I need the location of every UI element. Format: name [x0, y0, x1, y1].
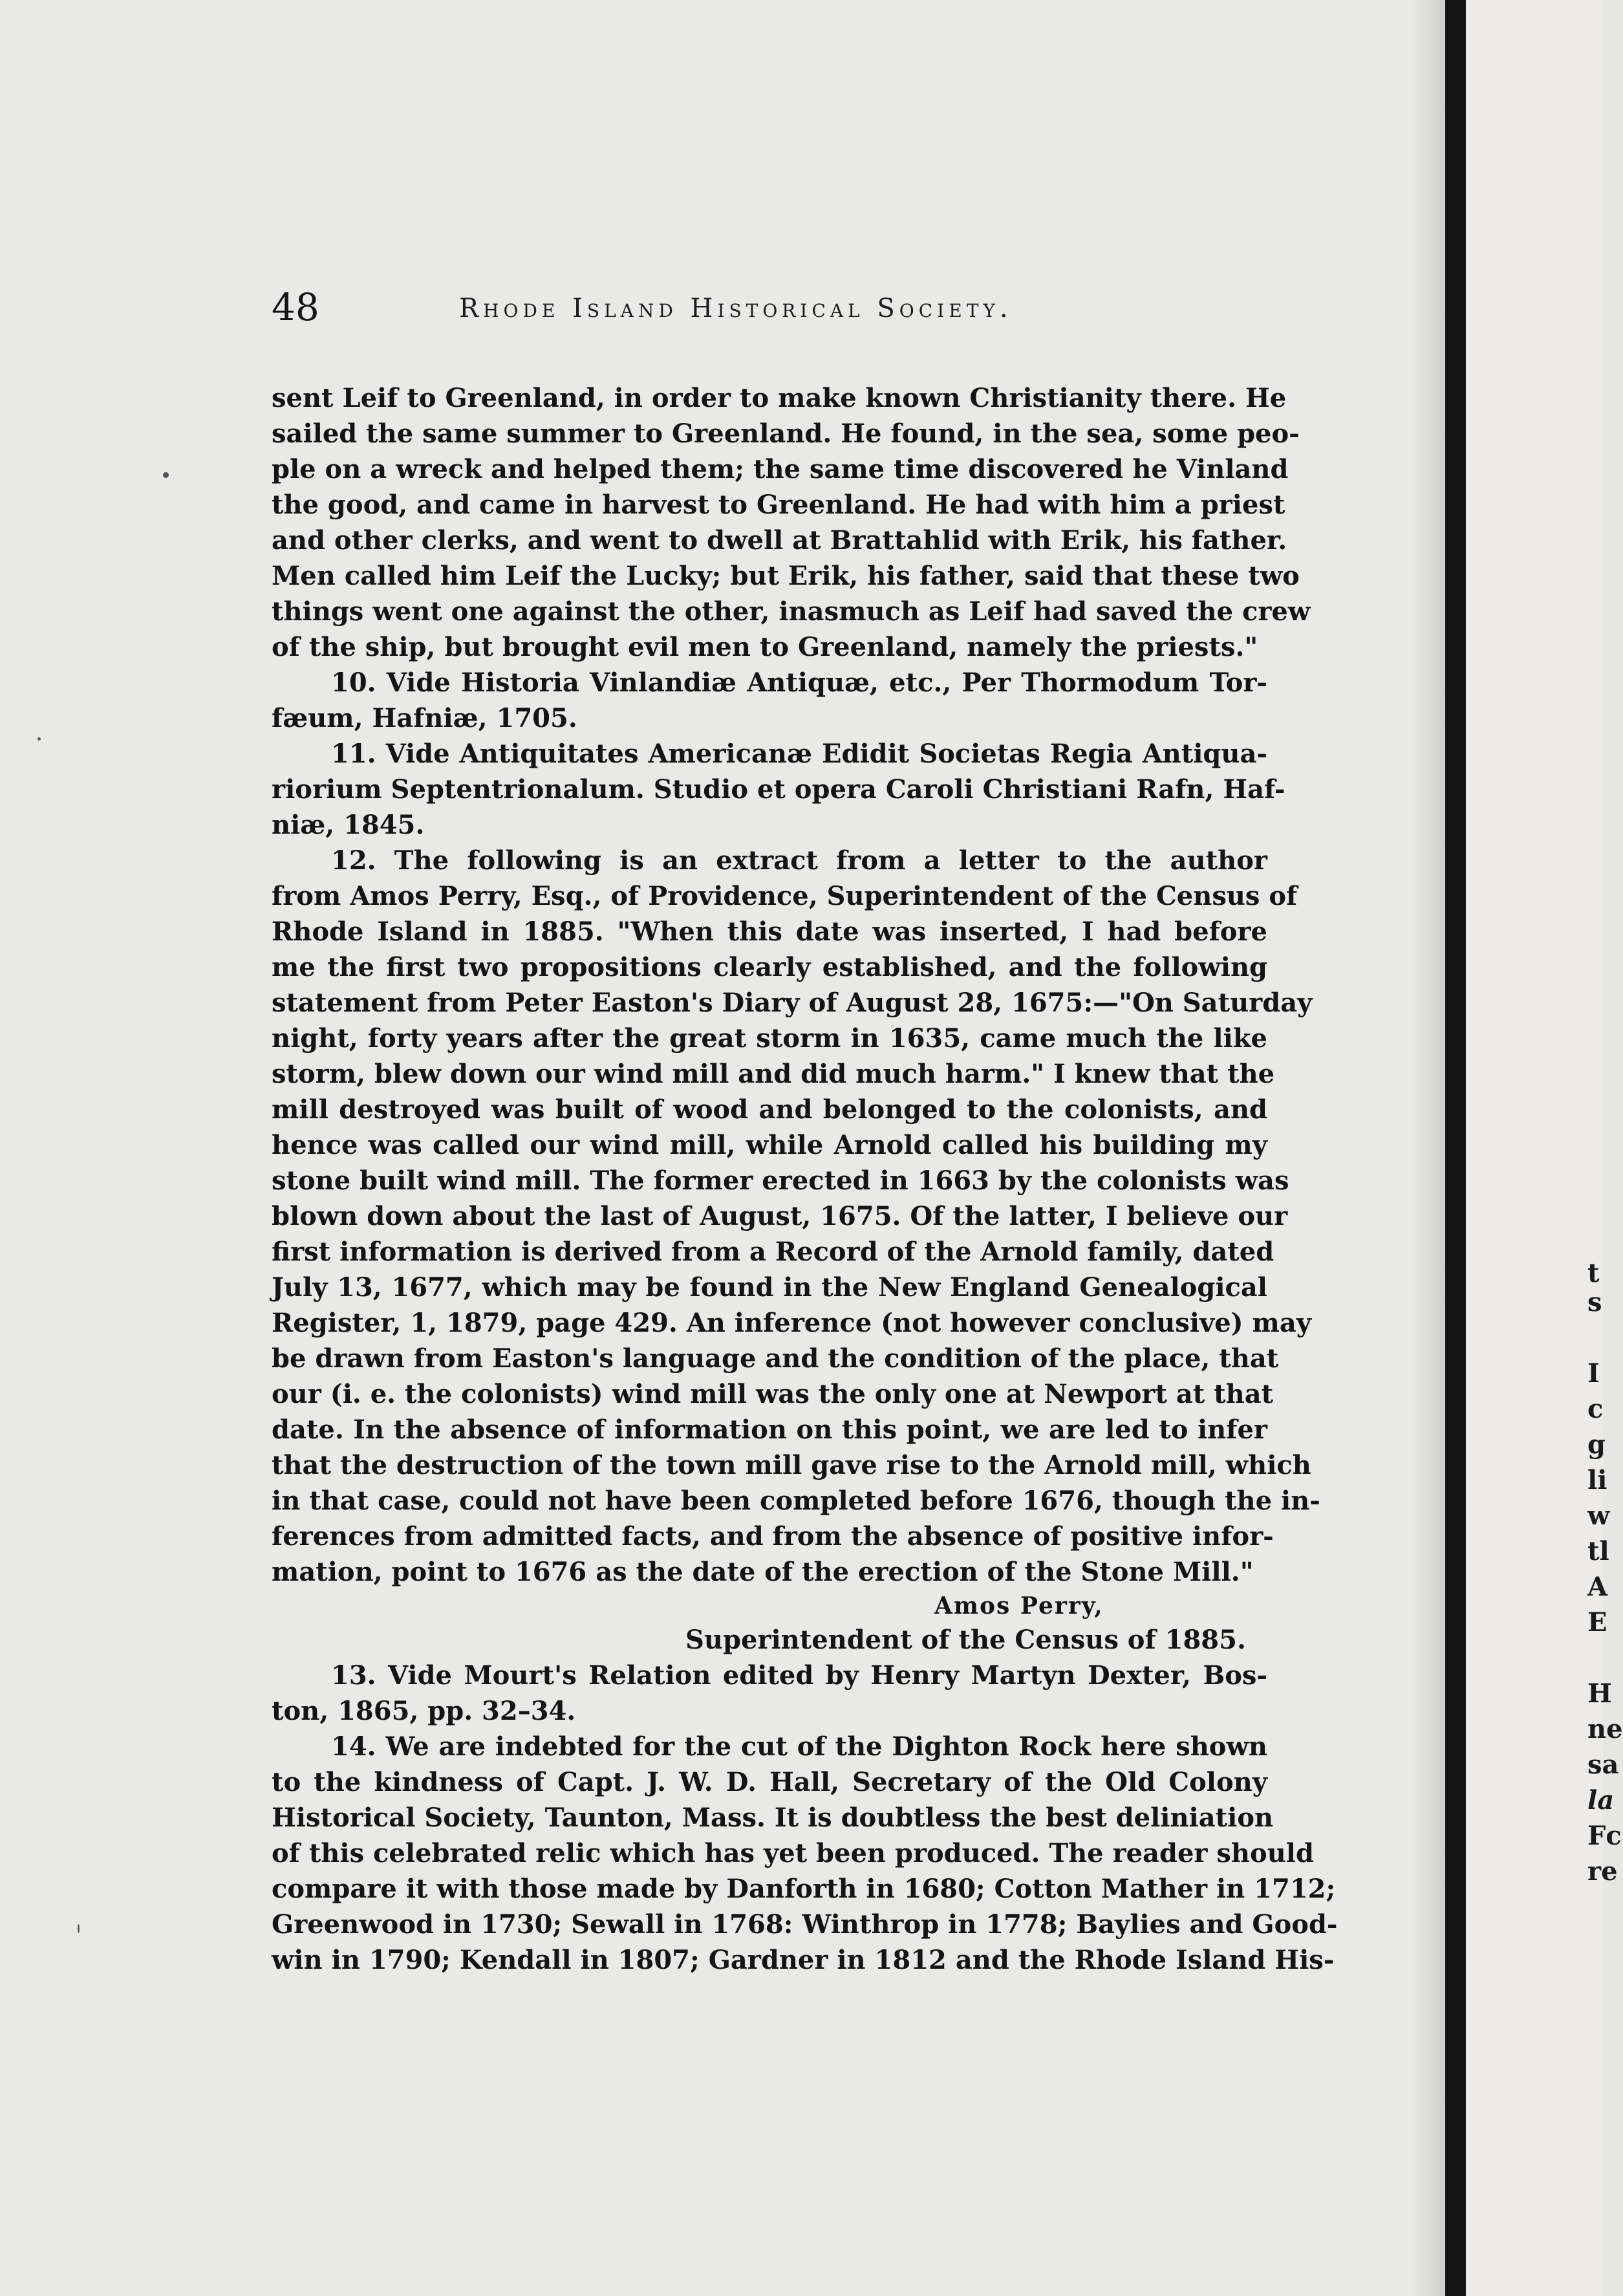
- fragment: re: [1587, 1856, 1618, 1887]
- fragment: Fc: [1587, 1821, 1622, 1851]
- text-line: Historical Society, Taunton, Mass. It is doubtless the best deliniation: [272, 1803, 1274, 1833]
- scan-speck: [78, 1924, 80, 1933]
- text-line: stone built wind mill. The former erected in 1663 by the colonists was: [272, 1165, 1289, 1196]
- text-line: compare it with those made by Danforth in 1680; Cotton Mather in 1712;: [272, 1874, 1336, 1904]
- gutter-shadow: [1410, 0, 1445, 2296]
- footnote-10: 10. Vide Historia Vinlandiæ Antiquæ, etc., Per Thormodum Tor-: [331, 667, 1267, 698]
- text-line: statement from Peter Easton's Diary of August 28, 1675:—"On Saturday: [272, 988, 1313, 1018]
- text-line: be drawn from Easton's language and the condition of the place, that: [272, 1343, 1279, 1374]
- fragment: c: [1587, 1394, 1604, 1424]
- text-line: me the first two propositions clearly established, and the following: [272, 952, 1267, 982]
- text-line: sent Leif to Greenland, in order to make known Christianity there. He: [272, 383, 1287, 413]
- page-number: 48: [272, 285, 319, 329]
- signature-title: Superintendent of the Census of 1885.: [685, 1625, 1246, 1655]
- text-line: and other clerks, and went to dwell at Brattahlid with Erik, his father.: [272, 525, 1287, 556]
- fragment: s: [1587, 1287, 1602, 1317]
- text-line: riorium Septentrionalum. Studio et opera Caroli Christiani Rafn, Haf-: [272, 774, 1285, 805]
- text-line: ton, 1865, pp. 32–34.: [272, 1696, 576, 1726]
- text-line: things went one against the other, inasmuch as Leif had saved the crew: [272, 596, 1311, 627]
- text-line: to the kindness of Capt. J. W. D. Hall, Secretary of the Old Colony: [272, 1767, 1267, 1797]
- text-line: storm, blew down our wind mill and did much harm." I knew that the: [272, 1059, 1275, 1089]
- text-line: ple on a wreck and helped them; the same time discovered he Vinland: [272, 454, 1289, 484]
- scan-speck: [163, 472, 169, 478]
- text-line: in that case, could not have been completed before 1676, though the in-: [272, 1486, 1320, 1516]
- footnote-12: 12. The following is an extract from a letter to the author: [331, 845, 1267, 876]
- text-line: niæ, 1845.: [272, 810, 425, 840]
- fragment: H: [1587, 1678, 1612, 1709]
- text-line: night, forty years after the great storm in 1635, came much the like: [272, 1023, 1267, 1054]
- text-line: our (i. e. the colonists) wind mill was the only one at Newport at that: [272, 1379, 1274, 1409]
- page-header: [272, 285, 1280, 330]
- text-line: Rhode Island in 1885. "When this date was inserted, I had before: [272, 916, 1267, 947]
- text-line: sailed the same summer to Greenland. He found, in the sea, some peo-: [272, 418, 1300, 449]
- text-line: Men called him Leif the Lucky; but Erik, his father, said that these two: [272, 561, 1300, 591]
- gutter-rule: [1445, 0, 1466, 2296]
- fragment: tl: [1587, 1536, 1609, 1566]
- text-line: from Amos Perry, Esq., of Providence, Superintendent of the Census of: [272, 881, 1298, 911]
- text-line: blown down about the last of August, 1675. Of the latter, I believe our: [272, 1201, 1288, 1231]
- text-line: mill destroyed was built of wood and belonged to the colonists, and: [272, 1094, 1267, 1125]
- text-line: win in 1790; Kendall in 1807; Gardner in 1812 and the Rhode Island His-: [272, 1945, 1335, 1975]
- running-head: Rhode Island Historical Society.: [459, 294, 1013, 323]
- fragment: ne: [1587, 1714, 1623, 1744]
- text-line: of the ship, but brought evil men to Greenland, namely the priests.": [272, 632, 1258, 662]
- fragment: A: [1587, 1572, 1608, 1602]
- text-line: hence was called our wind mill, while Arnold called his building my: [272, 1130, 1267, 1160]
- footnote-13: 13. Vide Mourt's Relation edited by Henry Martyn Dexter, Bos-: [331, 1660, 1267, 1691]
- text-line: Greenwood in 1730; Sewall in 1768: Winthrop in 1778; Baylies and Good-: [272, 1909, 1338, 1940]
- text-line: of this celebrated relic which has yet been produced. The reader should: [272, 1838, 1314, 1868]
- scan-speck: [38, 737, 41, 741]
- text-line: first information is derived from a Record of the Arnold family, dated: [272, 1237, 1274, 1267]
- text-line: date. In the absence of information on this point, we are led to infer: [272, 1414, 1267, 1445]
- fragment: w: [1587, 1500, 1610, 1531]
- text-line: the good, and came in harvest to Greenland. He had with him a priest: [272, 490, 1285, 520]
- text-line: ferences from admitted facts, and from the absence of positive infor-: [272, 1521, 1274, 1552]
- text-line: July 13, 1677, which may be found in the New England Genealogical: [272, 1272, 1267, 1303]
- text-line: that the destruction of the town mill gave rise to the Arnold mill, which: [272, 1450, 1311, 1480]
- text-line: fæum, Hafniæ, 1705.: [272, 703, 577, 733]
- right-page-edge: [1466, 0, 1603, 2296]
- text-line: mation, point to 1676 as the date of the erection of the Stone Mill.": [272, 1557, 1254, 1587]
- footnote-11: 11. Vide Antiquitates Americanæ Edidit Societas Regia Antiqua-: [331, 739, 1267, 769]
- text-line: Register, 1, 1879, page 429. An inference (not however conclusive) may: [272, 1308, 1311, 1338]
- fragment: E: [1587, 1607, 1607, 1638]
- fragment: la: [1587, 1785, 1615, 1815]
- fragment: t: [1587, 1258, 1600, 1288]
- footnotes-body: [272, 380, 1338, 1978]
- fragment: sa: [1587, 1749, 1619, 1780]
- footnote-14: 14. We are indebted for the cut of the Dighton Rock here shown: [331, 1731, 1267, 1762]
- fragment: I: [1587, 1358, 1600, 1389]
- fragment: li: [1587, 1465, 1607, 1495]
- signature-name: Amos Perry,: [934, 1592, 1104, 1619]
- fragment: g: [1587, 1429, 1606, 1460]
